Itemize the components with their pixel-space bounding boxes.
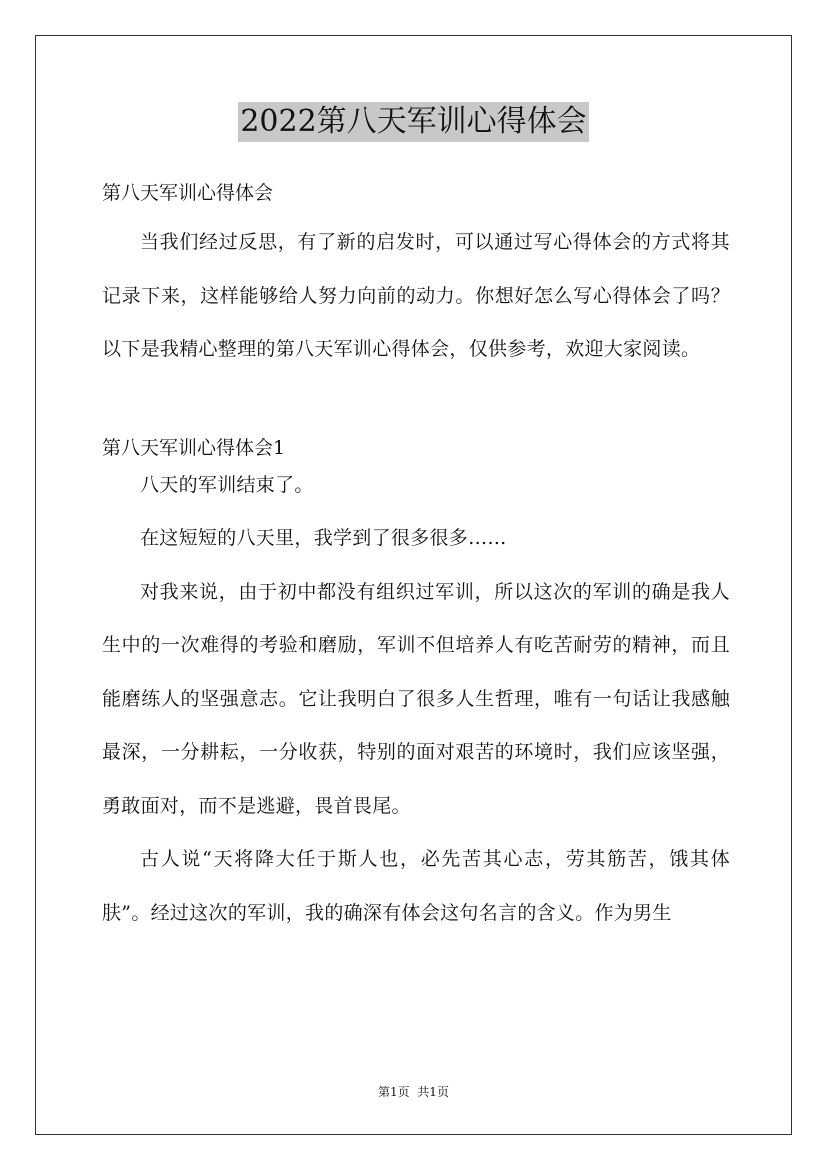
- intro-paragraph: 当我们经过反思，有了新的启发时，可以通过写心得体会的方式将其记录下来，这样能够给人努力向前的动力。你想好怎么写心得体会了吗？以下是我精心整理的第八天军训心得体会，仅供参考，欢迎大家阅读。: [102, 231, 730, 360]
- document-title: 2022第八天军训心得体会: [238, 102, 588, 142]
- section-heading: 第八天军训心得体会1: [102, 436, 286, 459]
- body-paragraph: 八天的军训结束了。: [140, 473, 314, 496]
- title-container: [0, 102, 827, 142]
- page-footer: 第1页 共1页: [378, 1085, 449, 1099]
- document-body: [102, 174, 730, 940]
- body-paragraph: 在这短短的八天里，我学到了很多很多……: [140, 527, 507, 549]
- document-subtitle: 第八天军训心得体会: [102, 182, 274, 204]
- body-paragraph: 古人说“天将降大任于斯人也，必先苦其心志，劳其筋苦，饿其体肤”。经过这次的军训，我的确深有体会这句名言的含义。作为男生: [102, 848, 730, 924]
- body-paragraph: 对我来说，由于初中都没有组织过军训，所以这次的军训的确是我人生中的一次难得的考验和磨励，军训不但培养人有吃苦耐劳的精神，而且能磨练人的坚强意志。它让我明白了很多人生哲理，唯有一句话让我感触最深，一分耕耘，一分收获，特别的面对艰苦的环境时，我们应该坚强，勇敢面对，而不是逃避，畏首畏尾。: [102, 580, 730, 817]
